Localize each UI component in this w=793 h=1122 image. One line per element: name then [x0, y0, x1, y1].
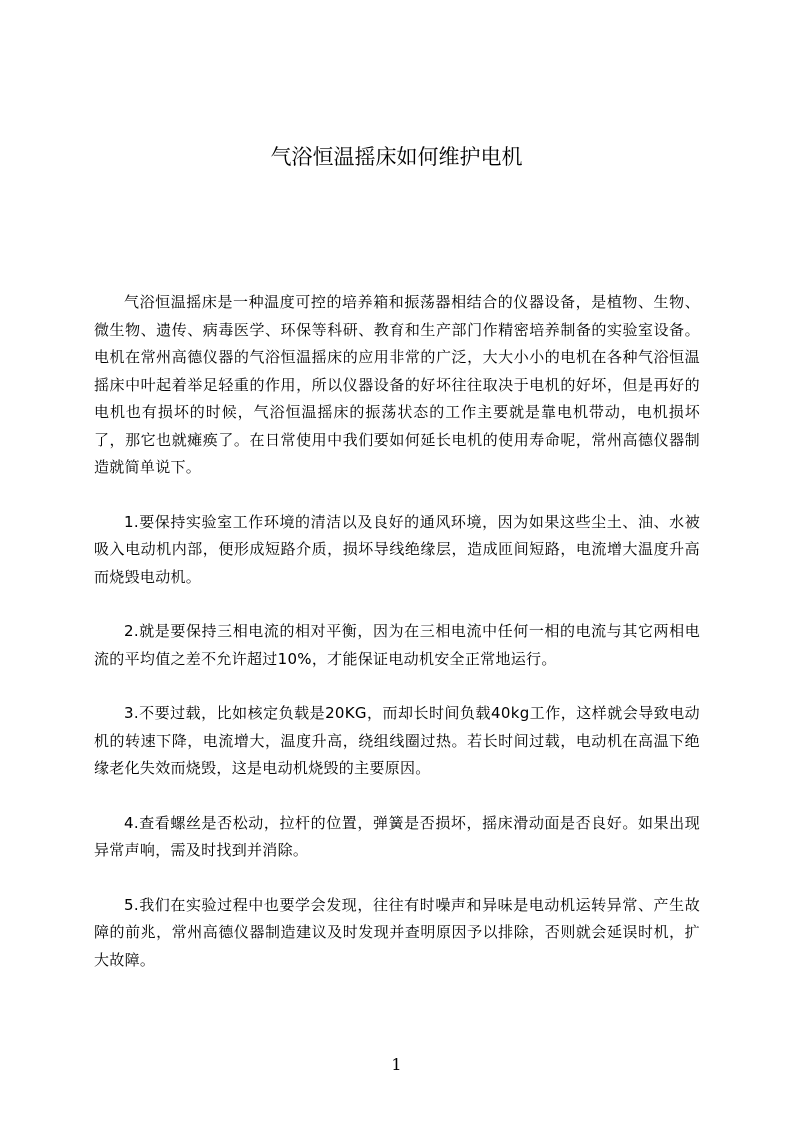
- tip-paragraph-4: 4.查看螺丝是否松动，拉杆的位置，弹簧是否损坏，摇床滑动面是否良好。如果出现异常声响，需及时找到并消除。: [94, 813, 700, 859]
- tip-paragraph-2: 2.就是要保持三相电流的相对平衡，因为在三相电流中任何一相的电流与其它两相电流的平均值之差不允许超过10%，才能保证电动机安全正常地运行。: [94, 622, 700, 668]
- tip-paragraph-3: 3.不要过载，比如核定负载是20KG，而却长时间负载40kg工作，这样就会导致电动机的转速下降，电流增大，温度升高，绕组线圈过热。若长时间过载，电动机在高温下绝缘老化失效而烧毁，这是电动机烧毁的主要原因。: [94, 704, 700, 777]
- intro-paragraph: 气浴恒温摇床是一种温度可控的培养箱和振荡器相结合的仪器设备，是植物、生物、微生物、遗传、病毒医学、环保等科研、教育和生产部门作精密培养制备的实验室设备。电机在常州高德仪器的气浴恒温摇床的应用非常的广泛，大大小小的电机在各种气浴恒温摇床中叶起着举足轻重的作用，所以仪器设备的好坏往往取决于电机的好坏，但是再好的电机也有损坏的时候，气浴恒温摇床的振荡状态的工作主要就是靠电机带动，电机损坏了，那它也就瘫痪了。在日常使用中我们要如何延长电机的使用寿命呢，常州高德仪器制造就简单说下。: [94, 293, 700, 476]
- page-number: 1: [391, 1055, 402, 1074]
- document-title: 气浴恒温摇床如何维护电机: [270, 145, 523, 169]
- tip-paragraph-1: 1.要保持实验室工作环境的清洁以及良好的通风环境，因为如果这些尘土、油、水被吸入电动机内部，便形成短路介质，损坏导线绝缘层，造成匝间短路，电流增大温度升高而烧毁电动机。: [94, 512, 700, 586]
- document-body: [94, 289, 700, 1001]
- tip-paragraph-5: 5.我们在实验过程中也要学会发现，往往有时噪声和异味是电动机运转异常、产生故障的前兆，常州高德仪器制造建议及时发现并查明原因予以排除，否则就会延误时机，扩大故障。: [94, 895, 700, 969]
